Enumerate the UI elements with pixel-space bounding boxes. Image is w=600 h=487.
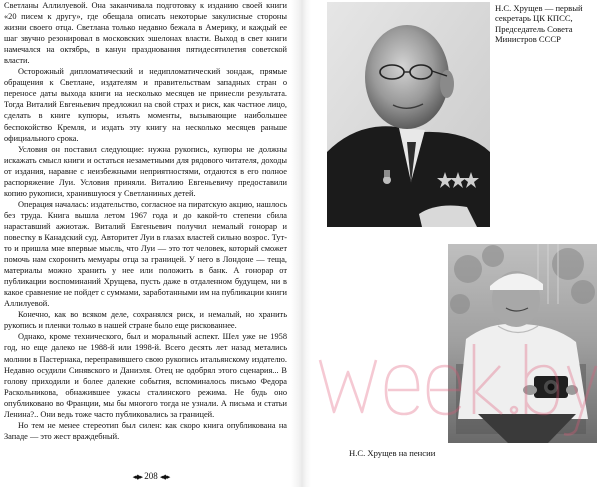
paragraph-2: Осторожный дипломатический и недипломатический зондаж, прямые обращения к Светлане, издателям и правительствам западных стран о переносе даты выхода книги на несколько месяцев не принесли результата. Тогда Виталий Евгеньевич предложил на свой страх и риск, как частное лицо, сделать в книге купюры, изъять моменты, вызывающие наибольшее беспокойство Кремля, и издать эту книгу на несколько месяцев раньше официального срока. — [4, 67, 287, 143]
left-page-text-column — [4, 0, 287, 470]
ornament-right-icon: ◂◆▸ — [160, 473, 170, 481]
photo-khrushchev-on-pension — [448, 244, 597, 443]
pension-photo-image — [448, 244, 597, 443]
paragraph-7: Но тем не менее стереотип был силен: как скоро книга опубликована на Западе — это жест враждебный. — [4, 420, 287, 441]
paragraph-1: Светланы Аллилуевой. Она заканчивала подготовку к изданию своей книги «20 писем к другу», где обещала описать некоторые закулисные стороны жизни своего отца. Светлана только недавно бежала в Америку, и каждый ее шаг звучно резонировал в московских эшелонах власти. Выход в свет книги намечался на октябрь, в канун празднования пятидесятилетия советской власти. — [4, 1, 287, 66]
photo-2-caption: Н.С. Хрущев на пенсии — [349, 448, 436, 458]
ornament-left-icon: ◂◆▸ — [132, 473, 142, 481]
paragraph-6: Однако, кроме технического, был и моральный аспект. Шел уже не 1958 год, но еще далеко не 1988-й или 1998-й. Всего десять лет назад метались молнии в Пастернака, переправившего свою рукопись итальянскому издателю. Недавно осудили Синявского и Даниэля. Отец не одобрял этого сценария... В голову приходили и более далекие события, вспоминалось письмо Федора Раскольникова, обнажившее ужасы сталинского режима. Не будь оно опубликовано во Франции, мы бы многого тогда не узнали. А письма и статьи Ленина?.. Они ведь тоже часто публиковались за границей. — [4, 332, 287, 419]
paragraph-3: Условия он поставил следующие: нужна рукопись, купюры не должны искажать смысл книги и остаться незаметными для рядового читателя, доходы от издания, наравне с неизбежными неприятностями, отдаются в его полное распоряжение Луи. Условия приняли. Виталию Евгеньевичу предоставили копию рукописи, хранившуюся у Светланиных детей. — [4, 144, 287, 198]
page-number — [96, 470, 206, 482]
paragraph-4: Операция началась: издательство, согласное на пиратскую акцию, нашлось без труда. Книга вышла летом 1967 года и до какой-то степени сбила нараставший ажиотаж. Виталий Евгеньевич получил немалый гонорар и повестку в Канадский суд. Авторитет Луи в глазах властей сильно возрос. Тут-то и пришла мне впервые мысль, что Луи — это тот человек, который сможет помочь нам схоронить мемуары отца за границей. У него в Лондоне — теща, материалы можно хранить у нее или положить в банк. А гонорар от публикации воспоминаний Хрущева, пусть даже в отдаленном будущем, ни в какое сравнение не пойдет с суммами, заработанными им на публикации книги Аллилуевой. — [4, 199, 287, 309]
portrait-photo-image — [327, 2, 490, 227]
book-gutter-shadow — [291, 0, 311, 487]
paragraph-5: Конечно, как во всяком деле, сохранялся риск, и немалый, но хранить рукопись и пленки только в нашей стране было еще рискованнее. — [4, 310, 287, 331]
page-number-value: 208 — [144, 471, 158, 481]
photo-1-caption: Н.С. Хрущев — первый секретарь ЦК КПСС, Председатель Совета Министров СССР — [495, 3, 583, 45]
photo-khrushchev-portrait — [327, 2, 490, 227]
